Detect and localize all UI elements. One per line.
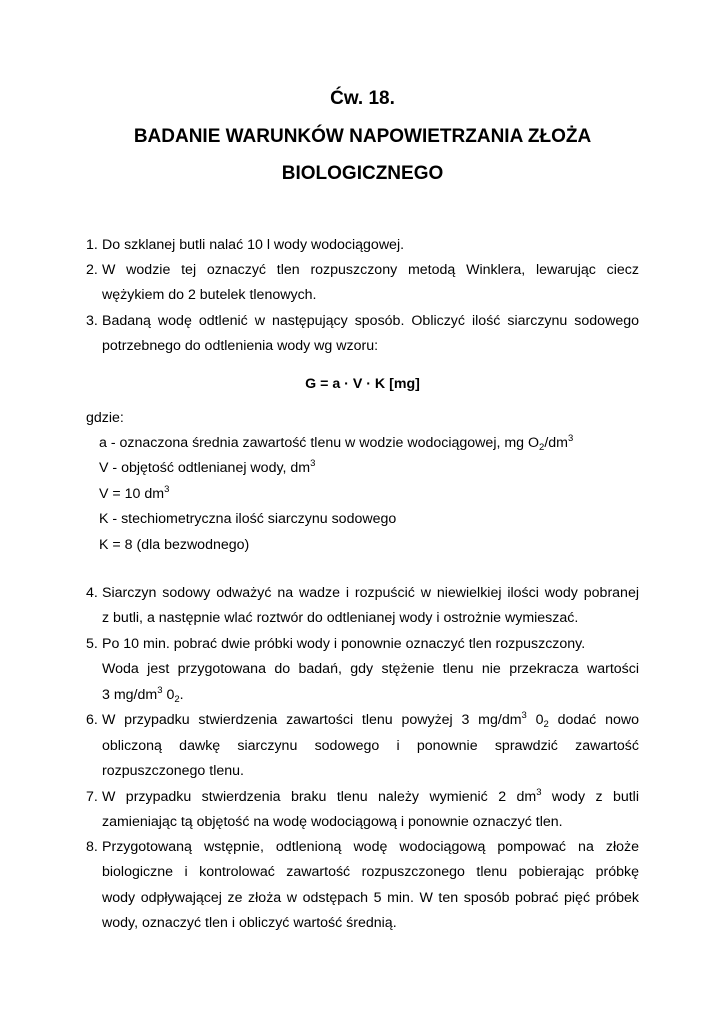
step-8-line-3: wody odpływającej ze złoża w odstępach 5 min. W ten sposób pobrać pięć próbek [102,890,639,906]
formula: G = a · V · K [mg] [305,376,420,392]
page-title-line-1: BADANIE WARUNKÓW NAPOWIETRZANIA ZŁOŻA [133,126,592,147]
step-4-line-1: Siarczyn sodowy odważyć na wadze i rozpuścić w niewielkiej ilości wody pobranej [102,585,639,601]
step-2-line-1: W wodzie tej oznaczyć tlen rozpuszczony metodą Winklera, lewarując ciecz [102,262,639,278]
step-5-number: 5. [86,636,98,652]
legend-k: K - stechiometryczna ilość siarczynu sodowego [99,511,397,527]
step-6-line-2: obliczoną dawkę siarczynu sodowego i ponownie sprawdzić zawartość [102,738,639,754]
step-7-number: 7. [86,789,98,805]
legend-v-value: V = 10 $dm^3$ [99,484,170,502]
legend-intro: gdzie: [86,410,124,426]
legend-v: V - objętość odtlenianej wody, $dm^3$ [99,458,316,476]
step-3-line-1: Badaną wodę odtlenić w następujący sposób. Obliczyć ilość siarczynu sodowego [102,313,639,329]
legend-a: a - oznaczona średnia zawartość tlenu w wodzie wodociągowej, mg $O_2/dm^3$ [99,433,574,453]
step-1-line-1: Do szklanej butli nalać 10 l wody wodociągowej. [102,237,405,253]
step-5-line-2: Woda jest przygotowana do badań, gdy stężenie tlenu nie przekracza wartości [102,661,639,677]
step-3-number: 3. [86,313,98,329]
step-6-number: 6. [86,712,98,728]
exercise-number: Ćw. 18. [330,88,395,109]
step-4-number: 4. [86,585,98,601]
step-4-line-2: z butli, a następnie wlać roztwór do odtlenianej wody i ostrożnie wymieszać. [102,610,579,626]
step-5-line-1: Po 10 min. pobrać dwie próbki wody i ponownie oznaczyć tlen rozpuszczony. [102,636,586,652]
step-8-number: 8. [86,839,98,855]
step-8-line-2: biologiczne i kontrolować zawartość rozpuszczonego tlenu pobierając próbkę [102,864,639,880]
step-2-number: 2. [86,262,98,278]
step-2-line-2: wężykiem do 2 butelek tlenowych. [102,287,317,303]
step-6-line-3: rozpuszczonego tlenu. [102,763,244,779]
step-6-line-1: W przypadku stwierdzenia zawartości tlenu powyżej 3 $mg/dm^3$ $0_2$ dodać nowo [102,710,639,730]
step-1-number: 1. [86,237,98,253]
step-5-line-3: 3 $mg/dm^3$ $0_2$. [102,685,184,705]
page-title-line-2: BIOLOGICZNEGO [281,163,444,184]
step-7-line-2: zamieniając tą objętość na wodę wodociągową i ponownie oznaczyć tlen. [102,814,563,830]
step-3-line-2: potrzebnego do odtlenienia wody wg wzoru: [102,338,379,354]
step-8-line-4: wody, oznaczyć tlen i obliczyć wartość średnią. [102,915,397,931]
step-7-line-1: W przypadku stwierdzenia braku tlenu należy wymienić 2 $dm^3$ wody z butli [102,787,639,805]
legend-k-value: K = 8 (dla bezwodnego) [99,537,250,553]
step-8-line-1: Przygotowaną wstępnie, odtlenioną wodę wodociągową pompować na złoże [102,839,639,855]
